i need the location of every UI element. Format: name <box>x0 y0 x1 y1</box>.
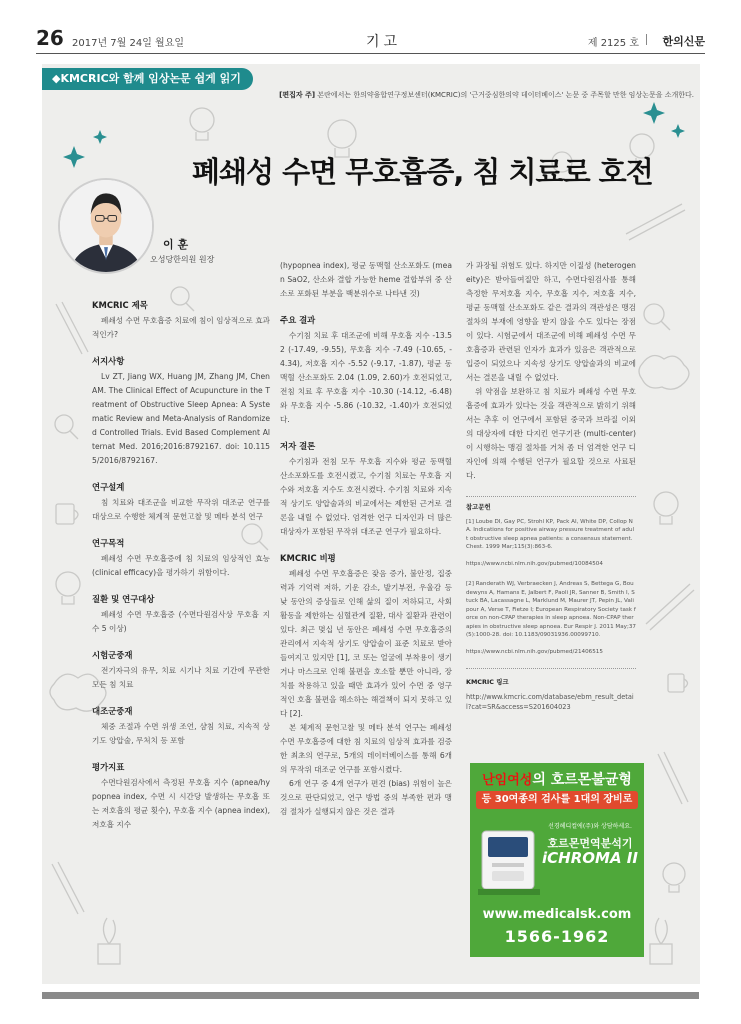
section-author-conclusion <box>280 440 452 539</box>
reference-link[interactable]: https://www.ncbi.nlm.nih.gov/pubmed/10084504 <box>466 560 603 567</box>
reference-item: [2] Randerath WJ, Verbraecken J, Andreas S, Bettega G, Boudewyns A, Hamans E, Jalbert F, Paoli JR, Sanner B, Smith I, Stuck BA, Lacassagne L, Marklund M, Maurer JT, Pepin JL, Valipour A, Verse T, Fietze I; European Respiratory Society task force on non-CPAP therapies in sleep apnoea. Non-CPAP therapies in obstructive sleep apnoea. Eur Respir J. 2011 May;37(5):1000-28. doi: 10.1183/09031936.00099710. <box>466 581 636 638</box>
cup-icon <box>668 674 688 692</box>
lightbulb-icon <box>663 863 685 892</box>
section-outcomes <box>92 761 270 832</box>
pencil-icon <box>626 204 685 240</box>
section-study-design <box>92 481 270 524</box>
author-name: 이 훈 <box>163 238 189 251</box>
plant-icon <box>98 918 120 964</box>
section-text: 본 체계적 문헌고찰 및 메타 분석 연구는 폐쇄성 수면 무호흡증에 대한 침 치료의 임상적 효과를 검증한 최초의 연구로, 5개의 데이터베이스를 통해 6개의 무작위 대조군 연구를 포함시켰다. <box>280 723 452 774</box>
analyzer-device-image <box>478 817 540 897</box>
section-heading: 저자 결론 <box>280 441 316 451</box>
section-text: 수기침 치료 후 대조군에 비해 무호흡 지수 -13.52 (-17.49, -9.55), 무호흡 지수 -7.49 (-10.65, -4.34), 저호흡 지수 -5.52 (-9.17, -1.87), 평균 동맥혈 산소포화도 2.04 (1.09, 2.60)가 호전되었고, 전침 치료 후 무호흡 지수 -10.30 (-14.12, -6.48)와 무호흡 지수 -5.86 (-10.32, -1.40)가 호전되었다. <box>280 331 452 424</box>
section-heading: 서지사항 <box>92 356 125 366</box>
section-main-results <box>280 314 452 427</box>
references-heading: 참고문헌 <box>466 496 636 512</box>
newspaper-name: 한의신문 <box>662 35 705 48</box>
editor-note-text: 본란에서는 한의약융합연구정보센터(KMCRIC)의 '근거중심한의약 데이터베이스' 논문 중 주목할 만한 임상논문을 소개한다. <box>317 91 694 99</box>
continued-text: (hypopnea index), 평균 동맥혈 산소포화도 (mean SaO2, 산소와 결합 가능한 heme 결합부위 중 산소로 포화된 부분을 백분위수로 나타낸 것) <box>280 261 452 298</box>
body-paragraph: 가 과장될 위험도 있다. 하지만 이질성 (heterogeneity)은 받아들여질만 하고, 수면다원검사를 통해 측정한 무저호흡 지수, 무호흡 지수, 저호흡 지수, 평균 동맥혈 산소포화도 같은 결과의 객관성은 맹검 절차의 부재에 영향을 받지 않을 수도 있다는 장점이 있다. 시험군에서 대조군에 비해 폐쇄성 수면 무호흡증과 관련된 인자가 효과가 있음은 객관적으로 입증이 되었으나 지속성 상기도 양압술과의 비교에서는 결론을 내릴 수 없었다. <box>466 261 636 382</box>
ad-headline-highlight: 난임여성 <box>482 773 533 788</box>
plant-icon <box>650 918 672 964</box>
editor-note <box>279 90 694 100</box>
section-text: 6개 연구 중 4개 연구가 편견 (bias) 위험이 높은 것으로 판단되었고, 연구 방법 중의 부족한 편과 맹검 절차가 실행되지 않은 것은 결과 <box>280 779 452 816</box>
editor-note-label: [편집자 주] <box>279 91 316 99</box>
ad-product-type: 호르몬면역분석기 <box>547 837 633 850</box>
section-bibliography <box>92 355 270 468</box>
column-1 <box>92 299 270 845</box>
body-paragraph: 위 약점을 보완하고 침 치료가 폐쇄성 수면 무호흡증에 효과가 있다는 것을 객관적으로 밝히기 위해서는 추후 이 연구에서 포함된 중국과 브라질 이외의 대상자에 대한 다지킨 연구기관 (multi-center)이 시행하는 맹검 절차를 거쳐 좀 더 엄격한 연구 디자인에 의해 수행된 연구가 필요할 것으로 사료된다. <box>466 387 636 480</box>
series-tab: ◆KMCRIC와 함께 임상논문 쉽게 읽기 <box>42 68 253 90</box>
column-2 <box>280 259 452 819</box>
pencil-icon <box>52 862 84 914</box>
ad-headline <box>470 769 644 789</box>
section-intervention <box>92 649 270 692</box>
section-text: 폐쇄성 수면 무호흡증 치료에 침이 임상적으로 효과적인가? <box>92 316 270 339</box>
pencil-icon <box>646 584 694 630</box>
ad-product-name: iCHROMA II <box>542 849 638 867</box>
brain-icon <box>639 355 689 389</box>
ad-subheadline: 등 30여종의 검사를 1대의 장비로 <box>476 791 638 809</box>
magnifier-icon <box>644 304 670 330</box>
section-heading: 연구목적 <box>92 538 125 548</box>
section-study-purpose <box>92 537 270 580</box>
section-heading: 시험군중재 <box>92 650 133 660</box>
lightbulb-icon <box>56 572 80 604</box>
kmcric-link-url[interactable]: http://www.kmcric.com/database/ebm_result_detail?cat=SR&access=S201604023 <box>466 693 634 711</box>
column-3 <box>466 259 636 712</box>
section-heading: 연구설계 <box>92 482 125 492</box>
advertisement[interactable] <box>470 763 644 957</box>
pencil-icon <box>56 302 88 354</box>
sparkle-icon <box>93 130 107 144</box>
section-heading: 평가지표 <box>92 762 125 772</box>
sparkle-icon <box>63 146 85 168</box>
section-text: Lv ZT, Jiang WX, Huang JM, Zhang JM, Chen AM. The Clinical Effect of Acupuncture in the Treatment of Obstructive Sleep Apnea: A Systematic Review and Meta-Analysis of Randomized Controlled Trials. Evid Based Complement Alternat Med. 2016;2016:8792167. doi: 10.1155/2016/8792167. <box>92 372 270 465</box>
section-text: 폐쇄성 수면 무호흡증은 잦음 증가, 불안정, 집중력과 기억력 저하, 기운 감소, 발기부전, 우울감 등 낮 동안의 증상들로 인해 삶의 질이 저하되고, 사회 활동을 제한하는 심혈관계 질환, 대사 질환과 관련이 있다. 최근 몇십 년 동안은 폐쇄성 수면 무호흡증의 관리에서 지속적 상기도 양압술이 표준 치료로 받아들여지고 있지만 [1], 코 또는 얼굴에 부착용이 생기거나 마스크로 인해 불편을 호소할 뿐만 아니라, 장치를 착용하고 있을 때만 효과가 있어 수면 중 영구적인 호흡 불편을 해소하는 해결책이 되지 못하고 있다 [2]. <box>280 569 452 718</box>
kmcric-link-block <box>466 668 636 712</box>
cup-icon <box>56 504 78 524</box>
issue-number: 제 2125 호 <box>587 38 639 49</box>
lightbulb-icon <box>190 108 214 140</box>
page-number: 26 <box>36 26 64 50</box>
article-title: 폐쇄성 수면 무호흡증, 침 치료로 호전 <box>192 155 653 189</box>
section-text: 수면다원검사에서 측정된 무호흡 지수 (apnea/hypopnea index, 수면 시 시간당 발생하는 무호흡 또는 저호흡의 평균 횟수), 무호흡 지수 (apnea index), 저호흡 지수 <box>92 778 270 829</box>
author-portrait-image <box>60 180 152 272</box>
section-text: 폐쇄성 수면 무호흡증 (수면다원검사상 무호흡 지수 5 이상) <box>92 610 270 633</box>
section-title: 기고 <box>366 34 402 50</box>
sparkle-icon <box>671 124 685 138</box>
section-heading: KMCRIC 비평 <box>280 553 336 563</box>
footer-bar <box>42 992 699 999</box>
publication-date: 2017년 7월 24일 월요일 <box>72 38 185 49</box>
section-heading: 질환 및 연구대상 <box>92 594 155 604</box>
reference-item: [1] Loube DI, Gay PC, Strohl KP, Pack AI, White DP, Collop NA. Indications for positive airway pressure treatment of adult obstructive sleep apnea patients: a consensus statement. Chest. 1999 Mar;115(3):863-6. <box>466 518 635 550</box>
section-heading: 대조군중재 <box>92 706 133 716</box>
section-kmcric-review <box>280 552 452 819</box>
section-heading: KMCRIC 제목 <box>92 300 148 310</box>
references <box>466 496 636 656</box>
magnifier-icon <box>55 415 78 439</box>
ad-headline-rest: 의 호르몬불균형 <box>532 772 632 788</box>
ad-website[interactable]: www.medicalsk.com <box>482 907 632 922</box>
ad-phone: 1566-1962 <box>504 927 610 946</box>
author-affiliation: 오성당한의원 원장 <box>150 255 215 264</box>
lightbulb-icon <box>654 492 678 524</box>
section-text: 체중 조절과 수면 위생 조언, 샴침 치료, 지속적 상기도 양압술, 무처치 등 포함 <box>92 722 270 745</box>
section-subjects <box>92 593 270 636</box>
section-text: 수기침과 전침 모두 무호흡 지수와 평균 동맥혈 산소포화도를 호전시켰고, 수기침 치료는 무호흡 지수와 저호흡 지수도 호전시켰다. 수기침 치료와 지속적 상기도 양압술과의 비교에서는 제한된 근거로 결론을 내릴 수 없었다. 엄격한 연구 디자인과 더 많은 대상자가 포함된 무작위 대조군 연구가 필요하다. <box>280 457 452 536</box>
section-kmcric-title <box>92 299 270 342</box>
section-text: 침 치료와 대조군을 비교한 무작위 대조군 연구를 대상으로 수행한 체계적 문헌고찰 및 메타 분석 연구 <box>92 498 270 521</box>
ad-contact-note: 선경헤디컬에(주)와 상담하세요. <box>548 823 632 830</box>
section-heading: 주요 결과 <box>280 315 316 325</box>
sparkle-icon <box>643 102 665 124</box>
page-header <box>36 28 705 54</box>
section-text: 전기자극의 유무, 치료 시기나 치료 기간에 무관한 모든 침 치료 <box>92 666 270 689</box>
section-control <box>92 705 270 748</box>
reference-link[interactable]: https://www.ncbi.nlm.nih.gov/pubmed/21406515 <box>466 648 603 655</box>
kmcric-link-heading: KMCRIC 링크 <box>466 668 636 689</box>
article-panel <box>42 64 700 984</box>
pencil-icon <box>658 752 688 804</box>
section-text: 폐쇄성 수면 무호흡증에 침 치료의 임상적인 효능 (clinical efficacy)을 평가하기 위함이다. <box>92 554 270 577</box>
header-divider <box>646 34 647 45</box>
author-photo <box>58 178 154 274</box>
